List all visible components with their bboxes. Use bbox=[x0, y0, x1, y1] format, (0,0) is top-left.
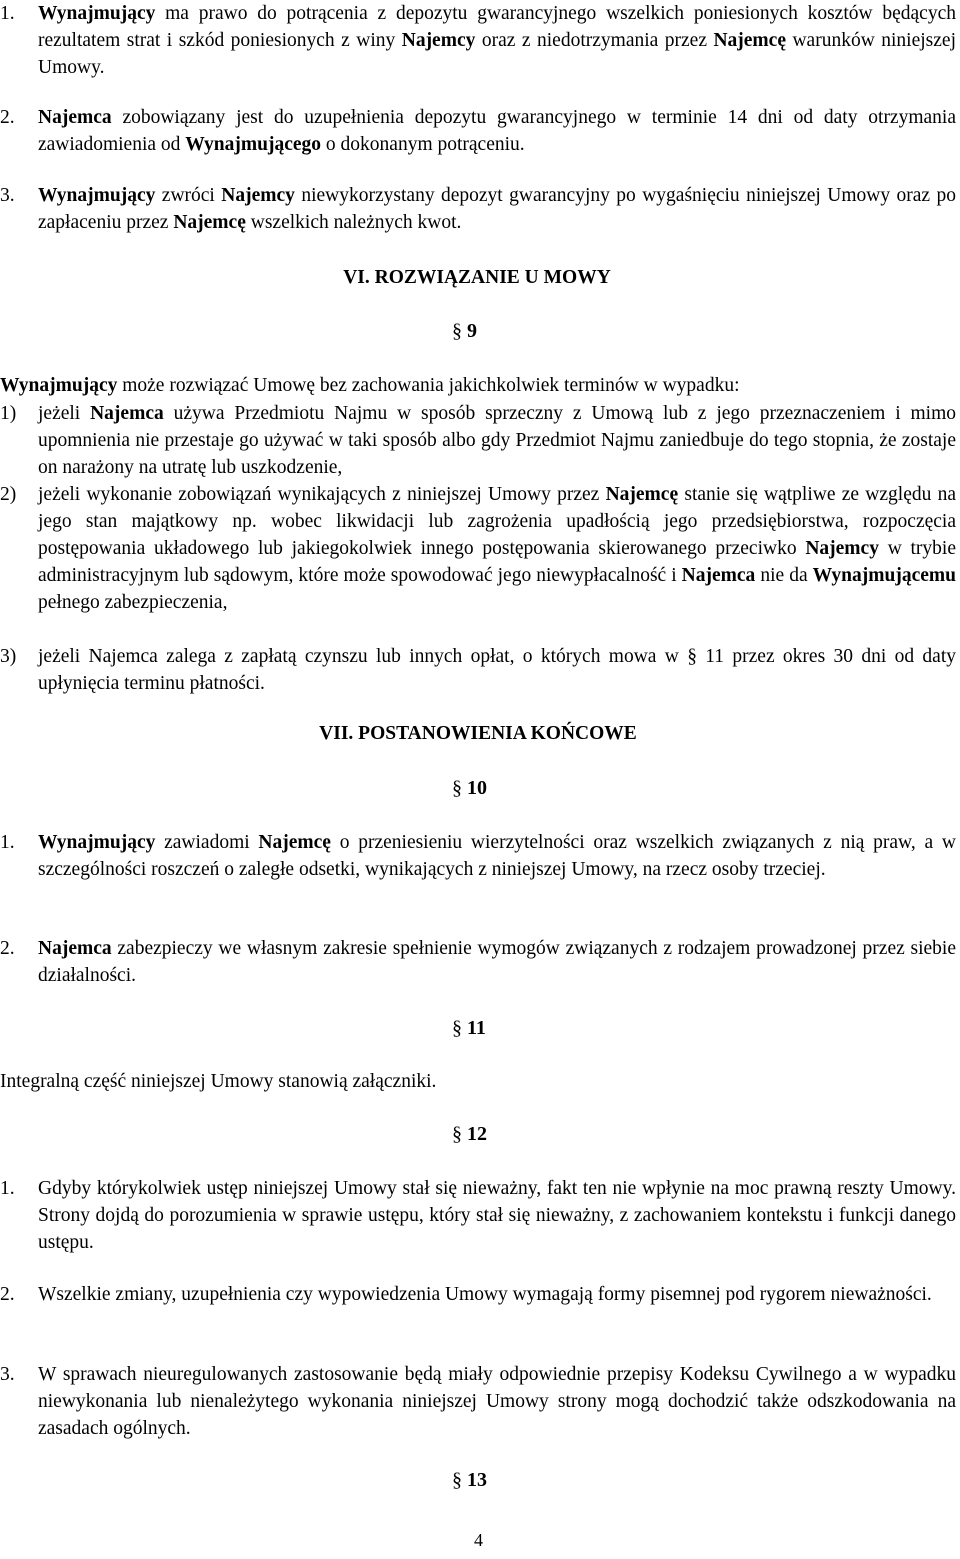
clause-12-1 bbox=[0, 1175, 956, 1256]
paragraph-number: 11 bbox=[467, 1017, 486, 1039]
paragraph-12-marker bbox=[452, 1121, 522, 1148]
clause-number: 2. bbox=[0, 1284, 15, 1305]
clause-text: Najemca zobowiązany jest do uzupełnienia depozytu gwarancyjnego w terminie 14 dni od daty otrzymania zawiadomienia od Wynajmującego o dokonanym potrąceniu. bbox=[38, 107, 956, 155]
page-number: 4 bbox=[474, 1530, 483, 1550]
paragraph-number: 12 bbox=[467, 1123, 487, 1145]
clause-number: 3. bbox=[0, 1364, 15, 1385]
section-heading-vi: VI. ROZWIĄZANIE U MOWY bbox=[343, 267, 611, 288]
clause-10-1 bbox=[0, 829, 956, 883]
paragraph-13-marker bbox=[452, 1467, 522, 1494]
clause-12-3 bbox=[0, 1361, 956, 1442]
clause-number: 1) bbox=[0, 403, 17, 424]
clause-5-1 bbox=[0, 0, 956, 81]
paragraph-number: 13 bbox=[467, 1469, 487, 1491]
clause-text: jeżeli wykonanie zobowiązań wynikających z niniejszej Umowy przez Najemcę stanie się wątpliwe ze względu na jego stan majątkowy np. wobec likwidacji lub zagrożenia upadłością jego przedsiębiorstwa, rozpoczęcia postępowania układowego lub jakiegokolwiek innego postępowania skierowanego przeciwko Najemcy w trybie administracyjnym lub sądowym, które może spowodować jego niewypłacalność i Najemca nie da Wynajmującemu pełnego zabezpieczenia, bbox=[38, 484, 956, 613]
clause-text: jeżeli Najemca używa Przedmiotu Najmu w sposób sprzeczny z Umową lub z jego przeznaczeniem i mimo upomnienia nie przestaje go używać w taki sposób albo gdy Przedmiot Najmu zaniedbuje do tego stopnia, że zostaje on narażony na utratę lub uszkodzenie, bbox=[38, 403, 957, 478]
clause-6-1 bbox=[0, 400, 956, 481]
clause-10-2 bbox=[0, 935, 956, 989]
clause-text: Wszelkie zmiany, uzupełnienia czy wypowiedzenia Umowy wymagają formy pisemnej pod rygorem nieważności. bbox=[38, 1284, 932, 1305]
clause-text: Najemca zabezpieczy we własnym zakresie spełnienie wymogów związanych z rodzajem prowadzonej przez siebie działalności. bbox=[38, 938, 956, 986]
paragraph-11-marker bbox=[452, 1015, 522, 1042]
clause-number: 2. bbox=[0, 938, 15, 959]
clause-number: 1. bbox=[0, 3, 15, 24]
paragraph-10-marker bbox=[452, 775, 522, 802]
clause-number: 3. bbox=[0, 185, 15, 206]
section-sign: § bbox=[452, 320, 462, 342]
clause-text: Gdyby którykolwiek ustęp niniejszej Umowy stał się nieważny, fakt ten nie wpłynie na moc prawną reszty Umowy. Strony dojdą do porozumienia w sprawie ustępu, który stał się nieważny, z zachowaniem kontekstu i funkcji danego ustępu. bbox=[38, 1178, 956, 1253]
clause-6-3 bbox=[0, 643, 956, 697]
section-sign: § bbox=[452, 1123, 462, 1145]
clause-12-2 bbox=[0, 1281, 956, 1308]
clause-number: 2. bbox=[0, 107, 15, 128]
section-sign: § bbox=[452, 1469, 462, 1491]
section-sign: § bbox=[452, 1017, 462, 1039]
paragraph-number: 10 bbox=[467, 777, 487, 799]
clause-number: 3) bbox=[0, 646, 17, 667]
clause-text: Wynajmujący zwróci Najemcy niewykorzystany depozyt gwarancyjny po wygaśnięciu niniejszej Umowy oraz po zapłaceniu przez Najemcę wszelkich należnych kwot. bbox=[38, 185, 957, 233]
section-sign: § bbox=[452, 777, 462, 799]
paragraph-number: 9 bbox=[467, 320, 477, 342]
clause-number: 1. bbox=[0, 1178, 15, 1199]
clause-text: Wynajmujący ma prawo do potrącenia z depozytu gwarancyjnego wszelkich poniesionych kosztów będących rezultatem strat i szkód poniesionych z winy Najemcy oraz z niedotrzymania przez Najemcę warunków niniejszej Umowy. bbox=[38, 3, 956, 78]
section-6-intro: Wynajmujący może rozwiązać Umowę bez zachowania jakichkolwiek terminów w wypadku: bbox=[0, 375, 740, 396]
clause-6-2 bbox=[0, 481, 956, 616]
clause-text: jeżeli Najemca zalega z zapłatą czynszu lub innych opłat, o których mowa w § 11 przez okres 30 dni od daty upłynięcia terminu płatności. bbox=[38, 646, 956, 694]
paragraph-9-marker bbox=[452, 318, 522, 345]
section-heading-vii: VII. POSTANOWIENIA KOŃCOWE bbox=[319, 723, 637, 744]
clause-number: 2) bbox=[0, 484, 17, 505]
clause-text: Wynajmujący zawiadomi Najemcę o przeniesieniu wierzytelności oraz wszelkich związanych z nią praw, a w szczególności roszczeń o zaległe odsetki, wynikających z niniejszej Umowy, na rzecz osoby trzeciej. bbox=[38, 832, 956, 880]
clause-number: 1. bbox=[0, 832, 15, 853]
clause-text: W sprawach nieuregulowanych zastosowanie będą miały odpowiednie przepisy Kodeksu Cywilnego a w wypadku niewykonania lub nienależytego wykonania niniejszej Umowy strony mogą dochodzić także odszkodowania na zasadach ogólnych. bbox=[38, 1364, 956, 1439]
clause-5-2 bbox=[0, 104, 956, 158]
paragraph-11-text: Integralną część niniejszej Umowy stanowią załączniki. bbox=[0, 1071, 437, 1092]
clause-5-3 bbox=[0, 182, 956, 236]
